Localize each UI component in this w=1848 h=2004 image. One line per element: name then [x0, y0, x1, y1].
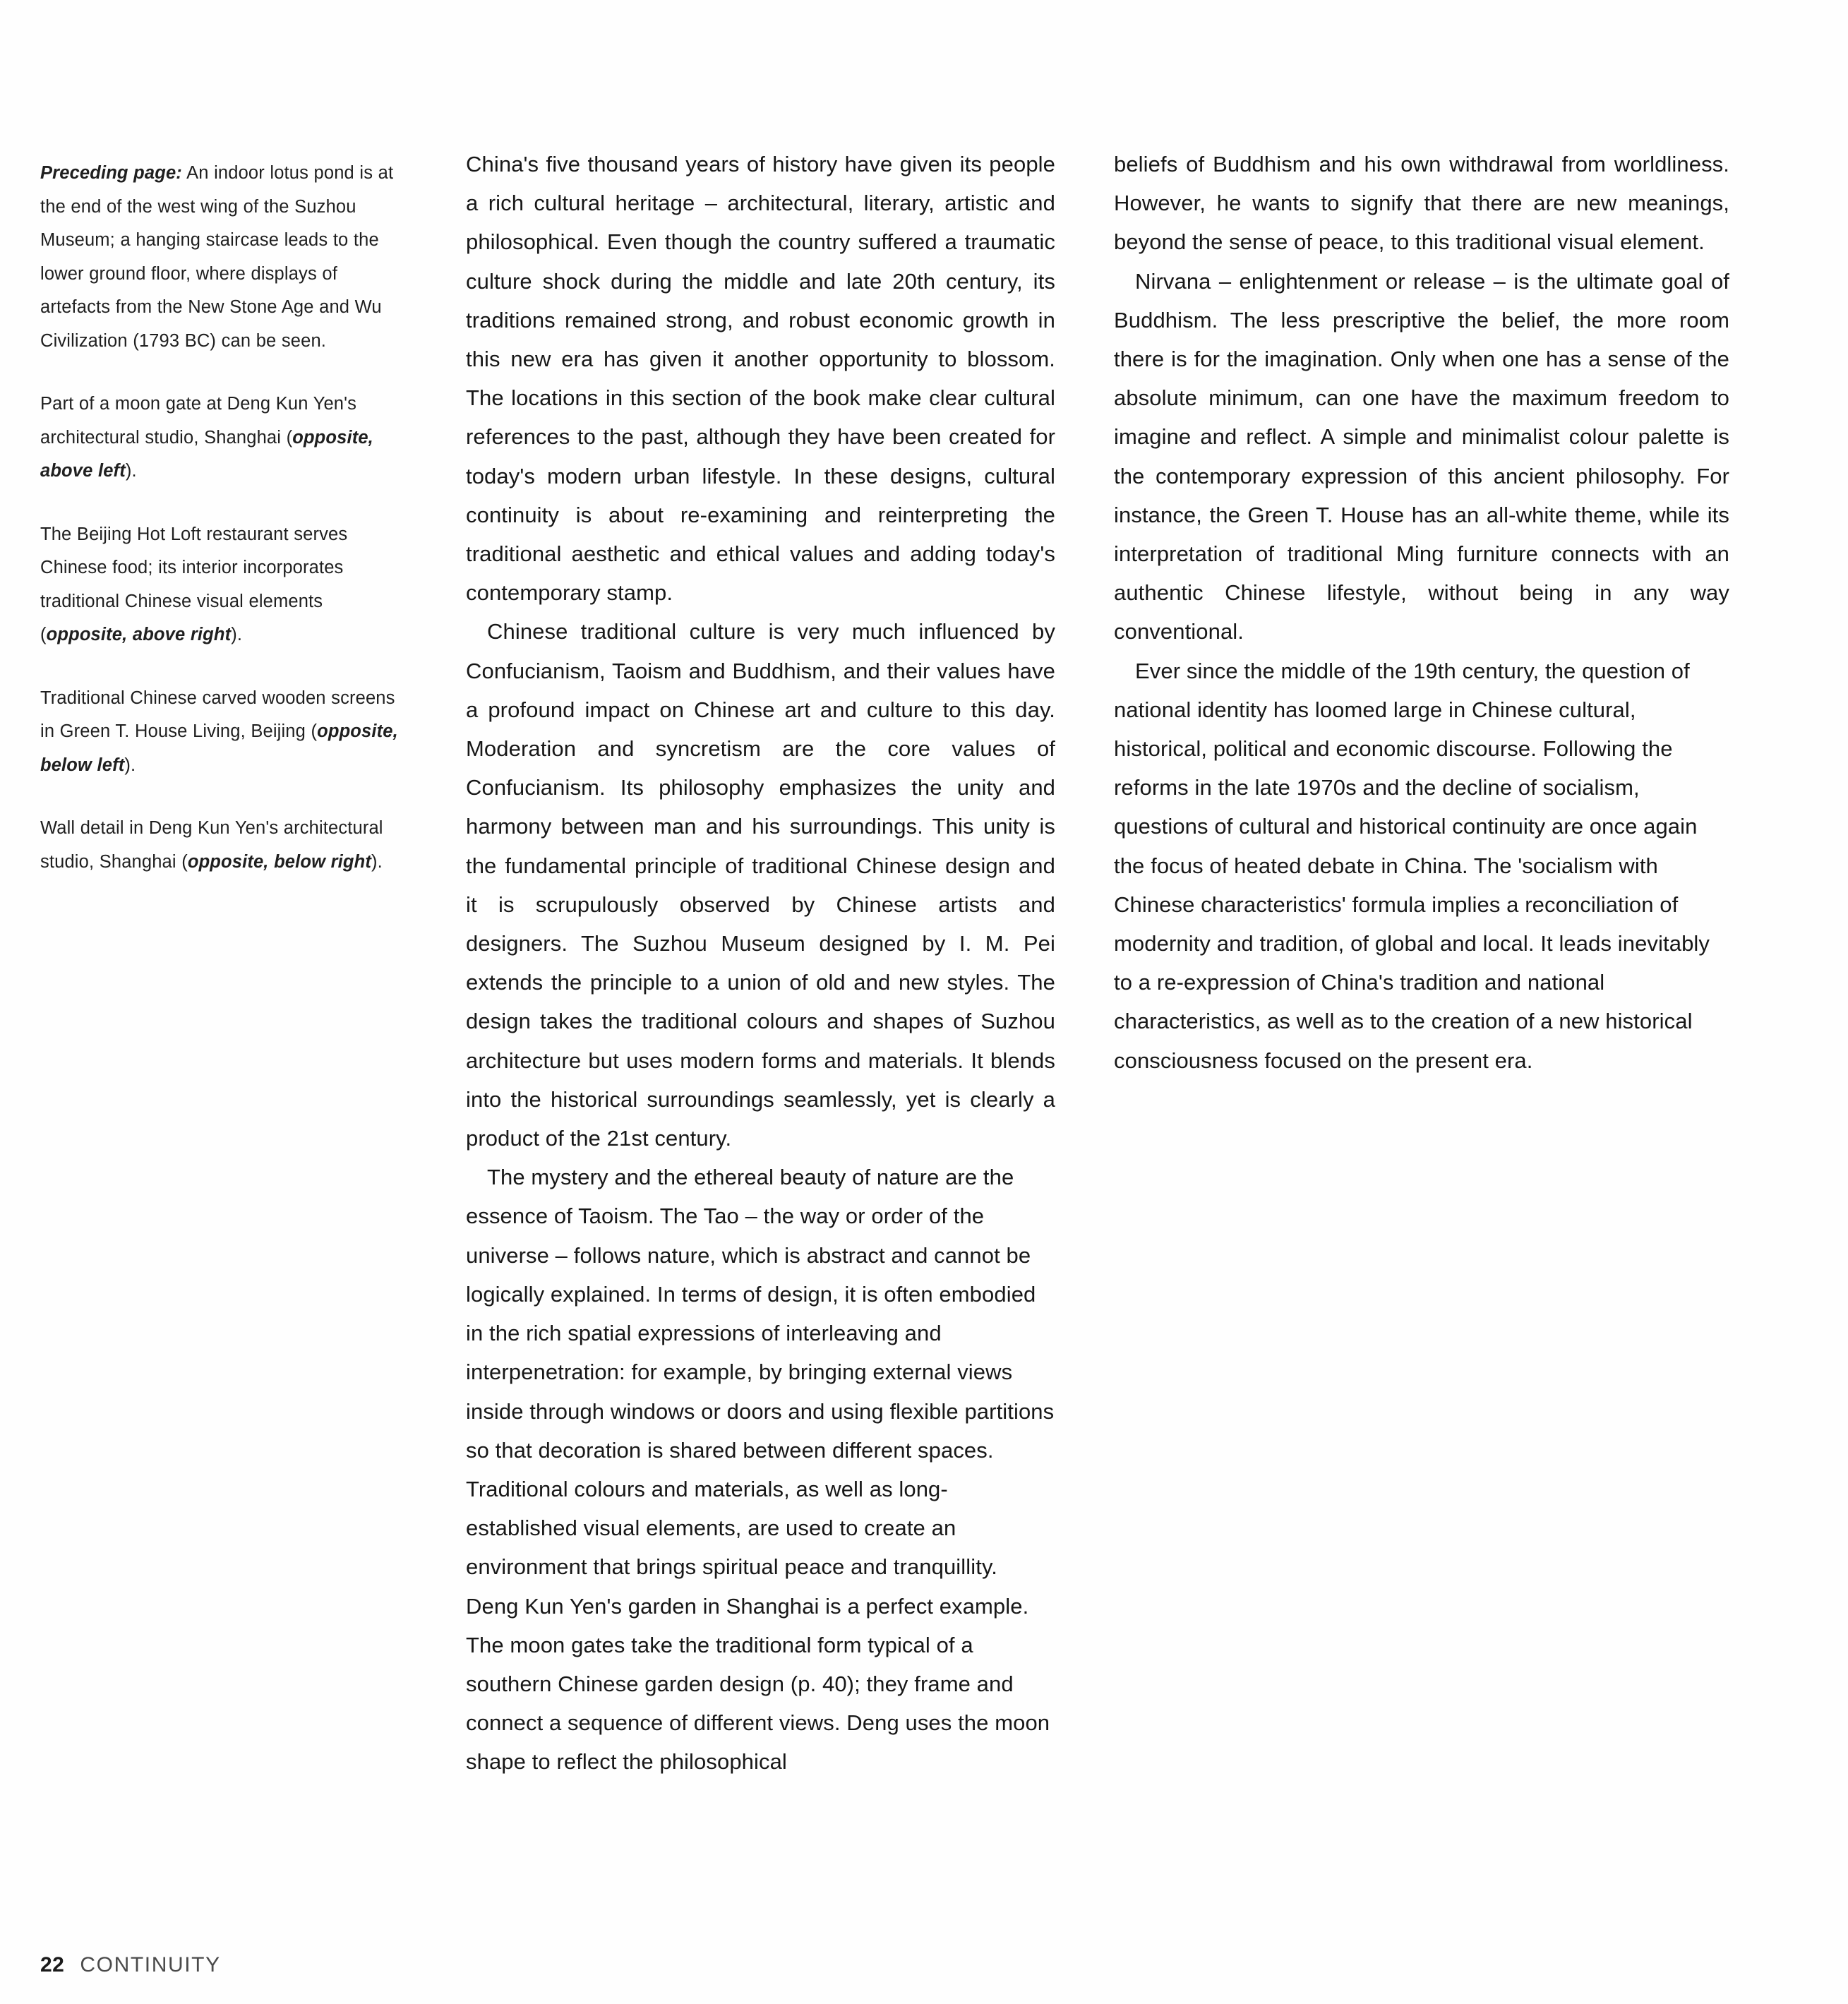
caption-preceding-page [40, 157, 400, 358]
body-paragraph: Ever since the middle of the 19th century, the question of national identity has loomed large in Chinese cultural, historical, political and economic discourse. Following the reforms in the late 1970s and the decline of socialism, questions of cultural and historical continuity are once again the focus of heated debate in China. The 'socialism with Chinese characteristics' formula implies a reconciliation of modernity and tradition, of global and local. It leads inevitably to a re-expression of China's tradition and national characteristics, as well as to the creation of a new historical consciousness focused on the present era. [1114, 658, 1710, 1073]
body-column-right [1114, 145, 1729, 1080]
caption-text: Part of a moon gate at Deng Kun Yen's architectural studio, Shanghai ( [40, 394, 357, 448]
page-footer [40, 1953, 221, 1977]
caption-wall-detail [40, 812, 400, 879]
page-number: 22 [40, 1953, 65, 1976]
body-paragraph: The mystery and the ethereal beauty of nature are the essence of Taoism. The Tao – the way or order of the universe – follows nature, which is abstract and cannot be logically explained. In terms of design, it is often embodied in the rich spatial expressions of interleaving and interpenetration: for example, by bringing external views inside through windows or doors and using flexible partitions so that decoration is shared between different spaces. Traditional colours and materials, as well as long-established visual elements, are used to create an environment that brings spiritual peace and tranquillity. Deng Kun Yen's garden in Shanghai is a perfect example. The moon gates take the traditional form typical of a southern Chinese garden design (p. 40); they frame and connect a sequence of different views. Deng uses the moon shape to reflect the philosophical [466, 1165, 1055, 1775]
body-paragraph: China's five thousand years of history have given its people a rich cultural heritage – architectural, literary, artistic and philosophical. Even though the country suffered a traumatic culture shock during the middle and late 20th century, its traditions remained strong, and robust economic growth in this new era has given it another opportunity to blossom. The locations in this section of the book make clear cultural references to the past, although they have been created for today's modern urban lifestyle. In these designs, cultural continuity is about re-examining and reinterpreting the traditional aesthetic and ethical values and adding today's contemporary stamp. [466, 152, 1055, 606]
caption-column [40, 157, 400, 879]
caption-tail: ). [124, 755, 136, 775]
caption-emphasis: opposite, above right [46, 625, 232, 644]
caption-text: The Beijing Hot Loft restaurant serves Chinese food; its interior incorporates traditional Chinese visual elements ( [40, 524, 348, 644]
caption-text: Traditional Chinese carved wooden screens in Green T. House Living, Beijing ( [40, 688, 395, 741]
caption-moon-gate [40, 388, 400, 488]
caption-green-t-house [40, 682, 400, 783]
body-paragraph: Nirvana – enlightenment or release – is the ultimate goal of Buddhism. The less prescriptive the belief, the more room there is for the imagination. Only when one has a sense of the absolute minimum, can one have the maximum freedom to imagine and reflect. A simple and minimalist colour palette is the contemporary expression of this ancient philosophy. For instance, the Green T. House has an all-white theme, while its interpretation of traditional Ming furniture connects with an authentic Chinese lifestyle, without being in any way conventional. [1114, 268, 1729, 644]
caption-text: Wall detail in Deng Kun Yen's architectural studio, Shanghai ( [40, 818, 383, 872]
caption-tail: ). [231, 625, 243, 644]
caption-emphasis: opposite, above left [40, 427, 373, 481]
running-head: CONTINUITY [80, 1953, 221, 1976]
caption-tail: ). [371, 851, 383, 872]
body-paragraph: beliefs of Buddhism and his own withdrawal from worldliness. However, he wants to signify that there are new meanings, beyond the sense of peace, to this traditional visual element. [1114, 152, 1729, 255]
body-column-middle [466, 145, 1055, 1782]
caption-emphasis: opposite, below right [187, 851, 372, 872]
caption-tail: ). [125, 461, 137, 481]
caption-lead-in: Preceding page: [40, 163, 182, 183]
body-paragraph: Chinese traditional culture is very much influenced by Confucianism, Taoism and Buddhism, and their values have a profound impact on Chinese art and culture to this day. Moderation and syncretism are the core values of Confucianism. Its philosophy emphasizes the unity and harmony between man and his surroundings. This unity is the fundamental principle of traditional Chinese design and it is scrupulously observed by Chinese artists and designers. The Suzhou Museum designed by I. M. Pei extends the principle to a union of old and new styles. The design takes the traditional colours and shapes of Suzhou architecture but uses modern forms and materials. It blends into the historical surroundings seamlessly, yet is clearly a product of the 21st century. [466, 619, 1055, 1151]
caption-text: An indoor lotus pond is at the end of the west wing of the Suzhou Museum; a hanging staircase leads to the lower ground floor, where displays of artefacts from the New Stone Age and Wu Civilization (1793 BC) can be seen. [40, 163, 394, 351]
caption-hot-loft [40, 518, 400, 652]
caption-emphasis: opposite, below left [40, 721, 398, 775]
